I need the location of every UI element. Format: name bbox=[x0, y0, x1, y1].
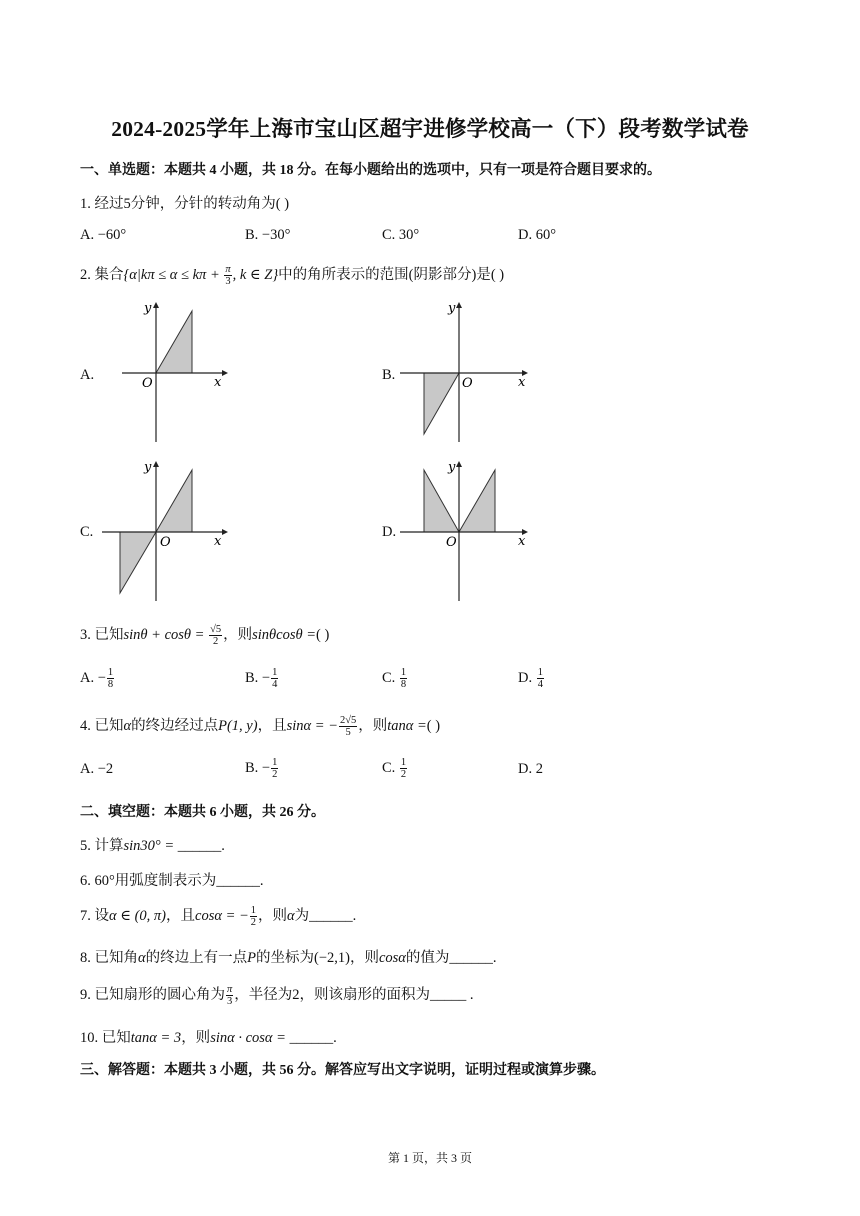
frac-num: 1 bbox=[107, 667, 114, 678]
q2-set-a: {α|kπ ≤ α ≤ kπ + bbox=[123, 267, 224, 283]
q3-pre: 3. 已知 bbox=[80, 627, 124, 643]
option-fraction bbox=[400, 757, 407, 780]
q9-fraction bbox=[226, 984, 233, 1007]
q4-point: P(1, y) bbox=[218, 718, 258, 734]
q4-post: ( ) bbox=[426, 718, 441, 734]
option-fraction bbox=[271, 667, 278, 690]
q6-text: 6. 60°用弧度制表示为 bbox=[80, 873, 217, 889]
option-label: D. bbox=[518, 669, 536, 686]
q2-option-d: D. bbox=[382, 524, 397, 540]
shaded-region-right bbox=[459, 470, 495, 532]
q7-alpha: α bbox=[287, 908, 295, 924]
q2-fraction bbox=[224, 264, 231, 287]
q3-post1: ，则 bbox=[223, 627, 253, 643]
q8-mid3: ，则 bbox=[349, 950, 379, 966]
q9-radius: 2 bbox=[292, 987, 300, 1003]
q8-coord: (−2,1) bbox=[313, 950, 350, 966]
q2-frac-num: π bbox=[225, 264, 231, 276]
q4-expr2: tanα = bbox=[387, 718, 427, 734]
q9-post: . bbox=[466, 987, 474, 1003]
q2-option-c: C. bbox=[80, 524, 94, 540]
frac-den: 2 bbox=[272, 769, 278, 780]
q8-expr: cosα bbox=[378, 950, 406, 966]
q2-frac-den: 3 bbox=[225, 276, 231, 288]
q1-option-c: C. 30° bbox=[382, 227, 420, 243]
q3-option-c bbox=[382, 667, 408, 690]
q8-mid: 的终边上有一点 bbox=[145, 950, 248, 966]
frac-num: 1 bbox=[400, 757, 407, 768]
frac-den: 2 bbox=[250, 917, 257, 929]
q7-expr: α ∈ (0, π) bbox=[109, 908, 167, 924]
q10-blank: ______ bbox=[289, 1030, 334, 1046]
q2-pre: 2. 集合 bbox=[80, 267, 124, 283]
question-6 bbox=[80, 869, 263, 890]
q4-option-d: D. 2 bbox=[518, 761, 543, 777]
section-fill-blank: 二、填空题：本题共 6 小题，共 26 分。 bbox=[80, 805, 325, 820]
frac-den: 4 bbox=[537, 679, 543, 690]
q2-graph-b bbox=[396, 296, 536, 446]
y-label: y bbox=[448, 460, 456, 475]
q10-expr2: sinα · cosα = bbox=[210, 1030, 290, 1046]
q5-blank: ______ bbox=[177, 838, 222, 854]
q2-option-b: B. bbox=[382, 367, 396, 383]
q2-graph-a bbox=[118, 296, 238, 446]
q1-option-d: D. 60° bbox=[518, 227, 557, 243]
q3-expr2: sinθcosθ = bbox=[252, 627, 316, 643]
q2-graph-c bbox=[98, 455, 238, 605]
x-label: x bbox=[518, 534, 526, 549]
q2-post: 中的角所表示的范围(阴影部分)是( ) bbox=[278, 267, 505, 283]
option-fraction bbox=[107, 667, 114, 690]
section-solutions: 三、解答题：本题共 3 小题，共 56 分。解答应写出文字说明，证明过程或演算步骤。 bbox=[80, 1063, 605, 1078]
question-9 bbox=[80, 983, 474, 1007]
q4-mid: 的终边经过点 bbox=[131, 718, 219, 734]
q5-expr: sin30° = bbox=[123, 838, 178, 854]
q6-post: . bbox=[259, 873, 264, 889]
q7-expr2: cosα = − bbox=[195, 908, 249, 924]
page-title: 2024-2025学年上海市宝山区超宇进修学校高一（下）段考数学试卷 bbox=[111, 117, 749, 141]
q4-option-c bbox=[382, 757, 408, 780]
frac-num: 1 bbox=[272, 667, 278, 678]
q9-mid2: ，则该扇形的面积为 bbox=[299, 987, 431, 1003]
question-5 bbox=[80, 834, 225, 855]
question-1: 1. 经过5分钟，分针的转动角为( ) bbox=[80, 196, 290, 212]
q7-mid2: ，则 bbox=[258, 908, 288, 924]
q3-option-d bbox=[518, 667, 545, 690]
question-3 bbox=[80, 623, 329, 647]
q4-alpha: α bbox=[123, 718, 132, 734]
option-fraction bbox=[271, 757, 278, 780]
q2-option-a: A. bbox=[80, 367, 95, 383]
q3-frac-den: 2 bbox=[209, 635, 222, 647]
question-2 bbox=[80, 263, 504, 287]
q10-post: . bbox=[333, 1030, 337, 1046]
q7-pre: 7. 设 bbox=[80, 908, 109, 924]
q9-mid: ，半径为 bbox=[234, 987, 293, 1003]
q4-mid2: ，且 bbox=[257, 718, 287, 734]
y-arrow-icon bbox=[456, 461, 462, 467]
q7-blank: ______ bbox=[309, 908, 353, 924]
option-label: C. bbox=[382, 759, 399, 776]
origin-label: O bbox=[142, 376, 153, 391]
shaded-region-left bbox=[424, 470, 459, 532]
question-7 bbox=[80, 904, 356, 928]
q10-pre: 10. 已知 bbox=[80, 1030, 131, 1046]
q9-blank: _____ bbox=[430, 987, 467, 1003]
q4-frac-den: 5 bbox=[339, 726, 357, 738]
page-footer: 第 1 页，共 3 页 bbox=[387, 1151, 472, 1165]
y-arrow-icon bbox=[153, 302, 159, 308]
q4-frac-num: 2√5 bbox=[339, 715, 357, 727]
frac-den: 3 bbox=[227, 996, 233, 1008]
shaded-region bbox=[156, 311, 192, 373]
q6-blank: ______ bbox=[216, 873, 260, 889]
q4-expr: sinα = − bbox=[286, 718, 338, 734]
q2-graph-d bbox=[396, 455, 536, 605]
y-label: y bbox=[448, 301, 456, 316]
option-fraction bbox=[537, 667, 544, 690]
shaded-region bbox=[424, 373, 459, 434]
q5-post: . bbox=[221, 838, 225, 854]
q3-fraction bbox=[209, 624, 222, 647]
y-arrow-icon bbox=[153, 461, 159, 467]
shaded-region-upper bbox=[156, 470, 192, 532]
x-label: x bbox=[214, 534, 222, 549]
option-label: A. − bbox=[80, 669, 106, 686]
shaded-region-lower bbox=[120, 532, 156, 593]
origin-label: O bbox=[160, 535, 171, 550]
q7-mid: ，且 bbox=[166, 908, 196, 924]
q7-mid3: 为 bbox=[294, 908, 310, 924]
q8-mid2: 的坐标为 bbox=[255, 950, 314, 966]
x-arrow-icon bbox=[222, 529, 228, 535]
q1-option-a: A. −60° bbox=[80, 227, 127, 243]
question-8 bbox=[80, 946, 497, 967]
q3-expr: sinθ + cosθ = bbox=[123, 627, 209, 643]
option-label: C. bbox=[382, 669, 399, 686]
q4-option-b bbox=[245, 757, 279, 780]
q3-frac-num: √5 bbox=[210, 624, 222, 636]
q3-post2: ( ) bbox=[316, 627, 330, 643]
q2-set-b: , k ∈ Z} bbox=[232, 267, 279, 283]
q4-fraction bbox=[339, 715, 357, 738]
section-single-choice: 一、单选题：本题共 4 小题，共 18 分。在每小题给出的选项中，只有一项是符合题目要求的。 bbox=[80, 163, 661, 178]
q8-pre: 8. 已知角 bbox=[80, 950, 138, 966]
x-arrow-icon bbox=[222, 370, 228, 376]
q9-pre: 9. 已知扇形的圆心角为 bbox=[80, 987, 225, 1003]
q8-point: P bbox=[247, 950, 256, 966]
x-label: x bbox=[214, 375, 222, 390]
frac-den: 8 bbox=[107, 679, 114, 690]
q3-option-a bbox=[80, 667, 115, 690]
q7-post: . bbox=[352, 908, 357, 924]
frac-num: 1 bbox=[272, 757, 278, 768]
q5-pre: 5. 计算 bbox=[80, 838, 124, 854]
frac-den: 8 bbox=[400, 679, 407, 690]
q4-option-a: A. −2 bbox=[80, 761, 114, 777]
q4-pre: 4. 已知 bbox=[80, 718, 124, 734]
q7-fraction bbox=[250, 905, 257, 928]
option-fraction bbox=[400, 667, 407, 690]
question-4 bbox=[80, 714, 440, 738]
q8-blank: ______ bbox=[449, 950, 493, 966]
frac-num: 1 bbox=[537, 667, 543, 678]
question-10 bbox=[80, 1026, 337, 1047]
origin-label: O bbox=[462, 376, 473, 391]
frac-den: 2 bbox=[400, 769, 407, 780]
q4-mid3: ，则 bbox=[358, 718, 388, 734]
frac-num: π bbox=[227, 984, 233, 996]
q8-mid4: 的值为 bbox=[405, 950, 450, 966]
q10-mid: ，则 bbox=[181, 1030, 211, 1046]
y-label: y bbox=[144, 301, 152, 316]
origin-label: O bbox=[446, 535, 457, 550]
y-label: y bbox=[144, 460, 152, 475]
q3-option-b bbox=[245, 667, 279, 690]
q8-alpha: α bbox=[138, 950, 146, 966]
q10-expr: tanα = 3 bbox=[130, 1030, 182, 1046]
option-label: B. − bbox=[245, 669, 271, 686]
frac-num: 1 bbox=[400, 667, 407, 678]
frac-num: 1 bbox=[250, 905, 257, 917]
y-arrow-icon bbox=[456, 302, 462, 308]
q8-post: . bbox=[492, 950, 497, 966]
option-label: B. − bbox=[245, 759, 271, 776]
q1-option-b: B. −30° bbox=[245, 227, 291, 243]
x-label: x bbox=[518, 375, 526, 390]
frac-den: 4 bbox=[272, 679, 278, 690]
